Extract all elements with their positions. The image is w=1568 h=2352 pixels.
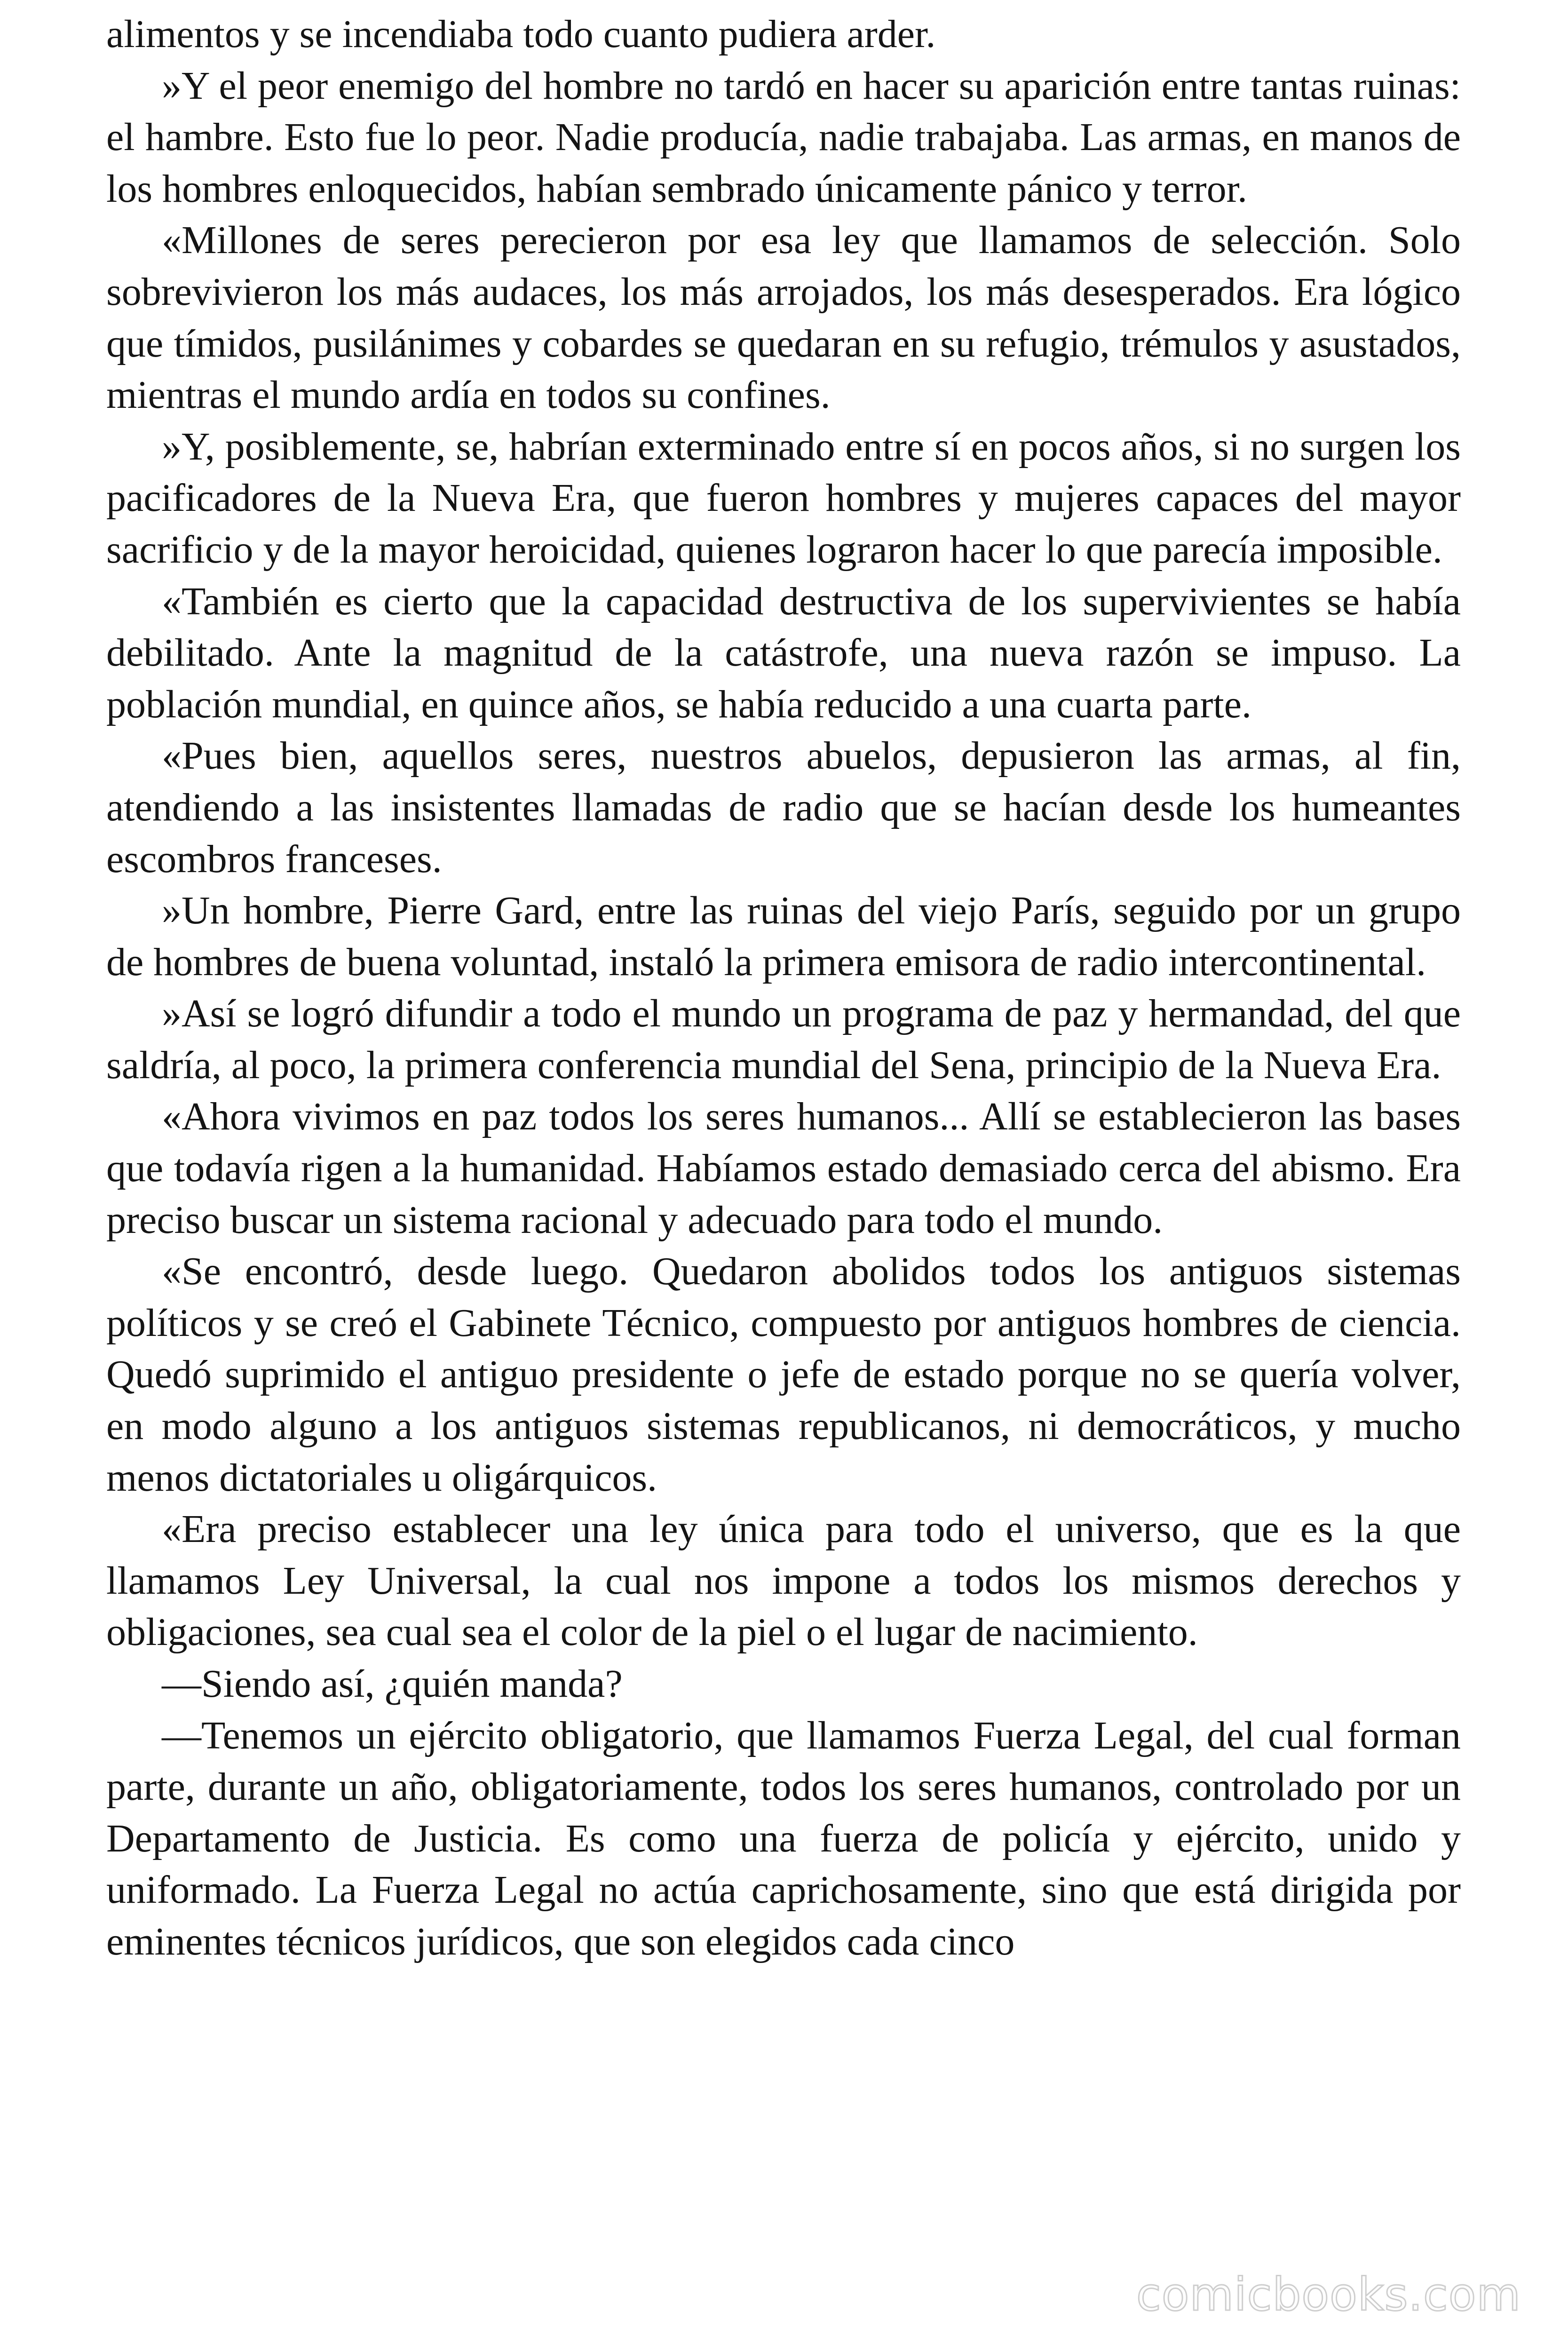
dialogue-line: —Tenemos un ejército obligatorio, que llamamos Fuerza Legal, del cual forman parte, durante un año, obligatoriamente, todos los seres humanos, controlado por un Departamento de Justicia. Es como una fuerza de policía y ejército, unido y uniformado. La Fuerza Legal no actúa caprichosamente, sino que está dirigida por eminentes técnicos jurídicos, que son elegidos cada cinco — [106, 1713, 1461, 1963]
paragraph: «Pues bien, aquellos seres, nuestros abuelos, depusieron las armas, al fin, atendiendo a las insistentes llamadas de radio que se hacían desde los humeantes escombros franceses. — [106, 734, 1461, 881]
paragraph: «Era preciso establecer una ley única para todo el universo, que es la que llamamos Ley Universal, la cual nos impone a todos los mismos derechos y obligaciones, sea cual sea el color de la piel o el lugar de nacimiento. — [106, 1507, 1461, 1654]
paragraph: «Ahora vivimos en paz todos los seres humanos... Allí se establecieron las bases que todavía rigen a la humanidad. Habíamos estado demasiado cerca del abismo. Era preciso buscar un sistema racional y adecuado para todo el mundo. — [106, 1095, 1461, 1242]
body-text — [106, 8, 1461, 1968]
paragraph-continuation: alimentos y se incendiaba todo cuanto pudiera arder. — [106, 12, 936, 56]
paragraph: »Así se logró difundir a todo el mundo un programa de paz y hermandad, del que saldría, al poco, la primera conferencia mundial del Sena, principio de la Nueva Era. — [106, 992, 1461, 1087]
paragraph: »Y el peor enemigo del hombre no tardó en hacer su aparición entre tantas ruinas: el hambre. Esto fue lo peor. Nadie producía, nadie trabajaba. Las armas, en manos de los hombres enloquecidos, habían sembrado únicamente pánico y terror. — [106, 64, 1461, 211]
paragraph: »Un hombre, Pierre Gard, entre las ruinas del viejo París, seguido por un grupo de hombres de buena voluntad, instaló la primera emisora de radio intercontinental. — [106, 889, 1461, 984]
paragraph: «Millones de seres perecieron por esa ley que llamamos de selección. Solo sobrevivieron los más audaces, los más arrojados, los más desesperados. Era lógico que tímidos, pusilánimes y cobardes se quedaran en su refugio, trémulos y asustados, mientras el mundo ardía en todos su confines. — [106, 218, 1461, 417]
watermark: comicbooks.com — [1136, 2268, 1521, 2321]
paragraph: «También es cierto que la capacidad destructiva de los supervivientes se había debilitado. Ante la magnitud de la catástrofe, una nueva razón se impuso. La población mundial, en quince años, se había reducido a una cuarta parte. — [106, 579, 1461, 726]
paragraph: »Y, posiblemente, se, habrían exterminado entre sí en pocos años, si no surgen los pacificadores de la Nueva Era, que fueron hombres y mujeres capaces del mayor sacrificio y de la mayor heroicidad, quienes lograron hacer lo que parecía imposible. — [106, 424, 1461, 572]
dialogue-line: —Siendo así, ¿quién manda? — [162, 1662, 623, 1706]
paragraph: «Se encontró, desde luego. Quedaron abolidos todos los antiguos sistemas políticos y se creó el Gabinete Técnico, compuesto por antiguos hombres de ciencia. Quedó suprimido el antiguo presidente o jefe de estado porque no se quería volver, en modo alguno a los antiguos sistemas republicanos, ni democráticos, y mucho menos dictatoriales u oligárquicos. — [106, 1249, 1461, 1500]
